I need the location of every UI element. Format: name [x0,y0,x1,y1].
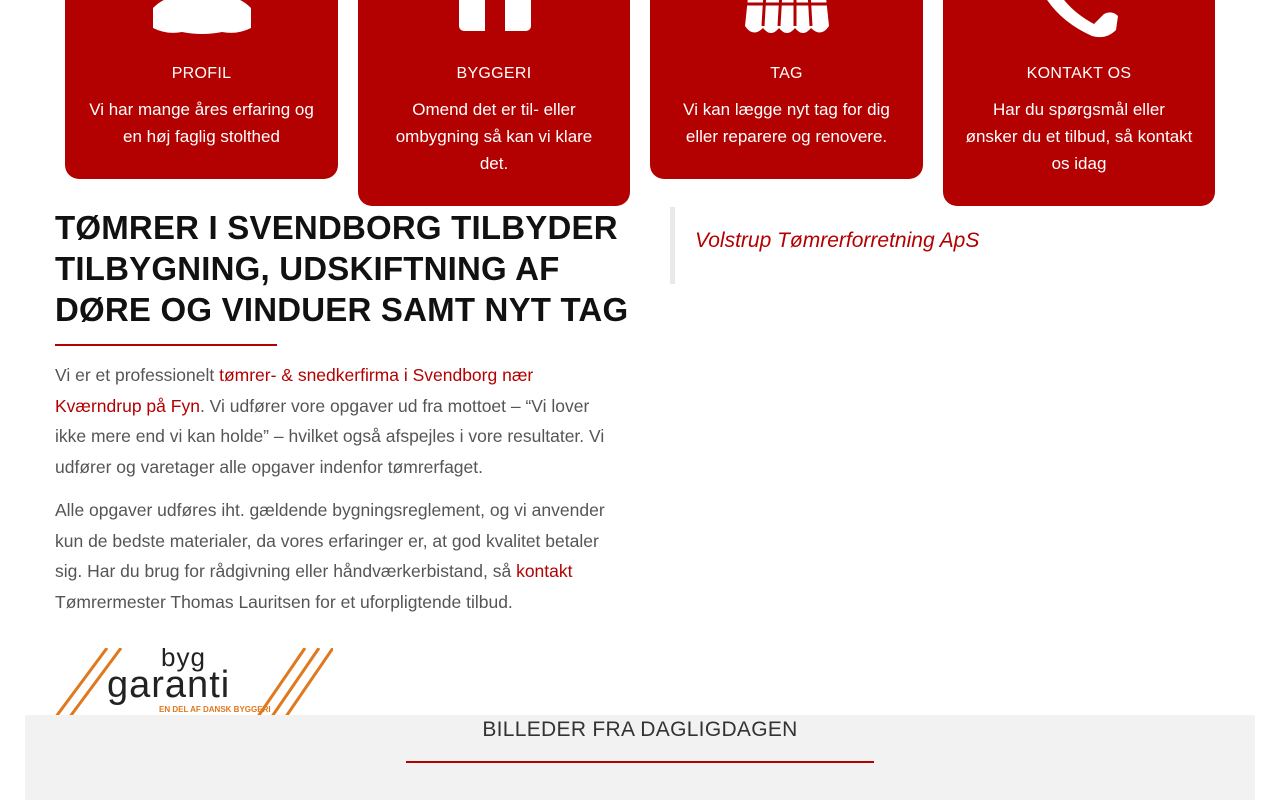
card-text: Har du spørgsmål eller ønsker du et tilbud, så kontakt os idag [965,100,1193,173]
intro-text-end: . Vi udfører vore opgaver ud fra mottoet – “Vi lover ikke mere end vi kan holde” – hvilket også afspejles i vore resultater. Vi udfører og varetager alle opgaver indenfor tømrerfaget. [55,395,605,477]
quality-paragraph [55,495,615,617]
gallery-divider [406,761,874,763]
card-text: Vi har mange åres erfaring og en høj faglig stolthed [89,100,314,146]
gallery-section [25,715,1255,800]
roof-tiles-icon [650,0,923,40]
company-quote [670,207,1070,284]
page-headline: TØMRER I SVENDBORG TILBYDER TILBYGNING, UDSKIFTNING AF DØRE OG VINDUER SAMT NYT TAG [55,209,629,328]
service-card-kontakt[interactable] [943,0,1215,206]
intro-paragraph [55,360,615,482]
gallery-title: BILLEDER FRA DAGLIGDAGEN [482,718,798,741]
service-card-byggeri[interactable] [358,0,630,206]
card-title: BYGGERI [456,65,532,82]
workers-icon [65,0,338,40]
card-title: TAG [770,65,803,82]
logo-word-garanti: garanti [107,664,231,706]
card-text: Vi kan lægge nyt tag for dig eller reparere og renovere. [683,100,890,146]
quality-text-end: Tømrermester Thomas Lauritsen for et uforpligtende tilbud. [55,591,513,612]
house-icon [358,0,630,40]
company-link[interactable]: tømrer- & snedkerfirma i Svendborg nær Kværndrup på Fyn [55,365,534,416]
quality-text-start: Alle opgaver udføres iht. gældende bygningsreglement, og vi anvender kun de bedste materialer, da vores erfaringer er, at god kvalitet betaler sig. Har du brug for rådgivning eller håndværkerbistand, så [55,500,605,581]
card-text: Omend det er til- eller ombygning så kan vi klare det. [395,100,593,173]
service-card-profil[interactable] [65,0,338,179]
service-card-tag[interactable] [650,0,923,179]
intro-text-start: Vi er et professionelt [55,365,220,385]
card-title: PROFIL [171,65,232,82]
card-title: KONTAKT OS [1026,65,1132,82]
byggaranti-logo[interactable] [55,648,333,718]
logo-word-byg: byg [161,648,206,672]
logo-tagline: EN DEL AF DANSK BYGGERI [159,705,271,714]
phone-icon [943,0,1215,40]
headline-divider [55,344,277,346]
quote-text: Volstrup Tømrerforretning ApS [695,229,980,252]
contact-link[interactable]: kontakt [516,561,573,581]
